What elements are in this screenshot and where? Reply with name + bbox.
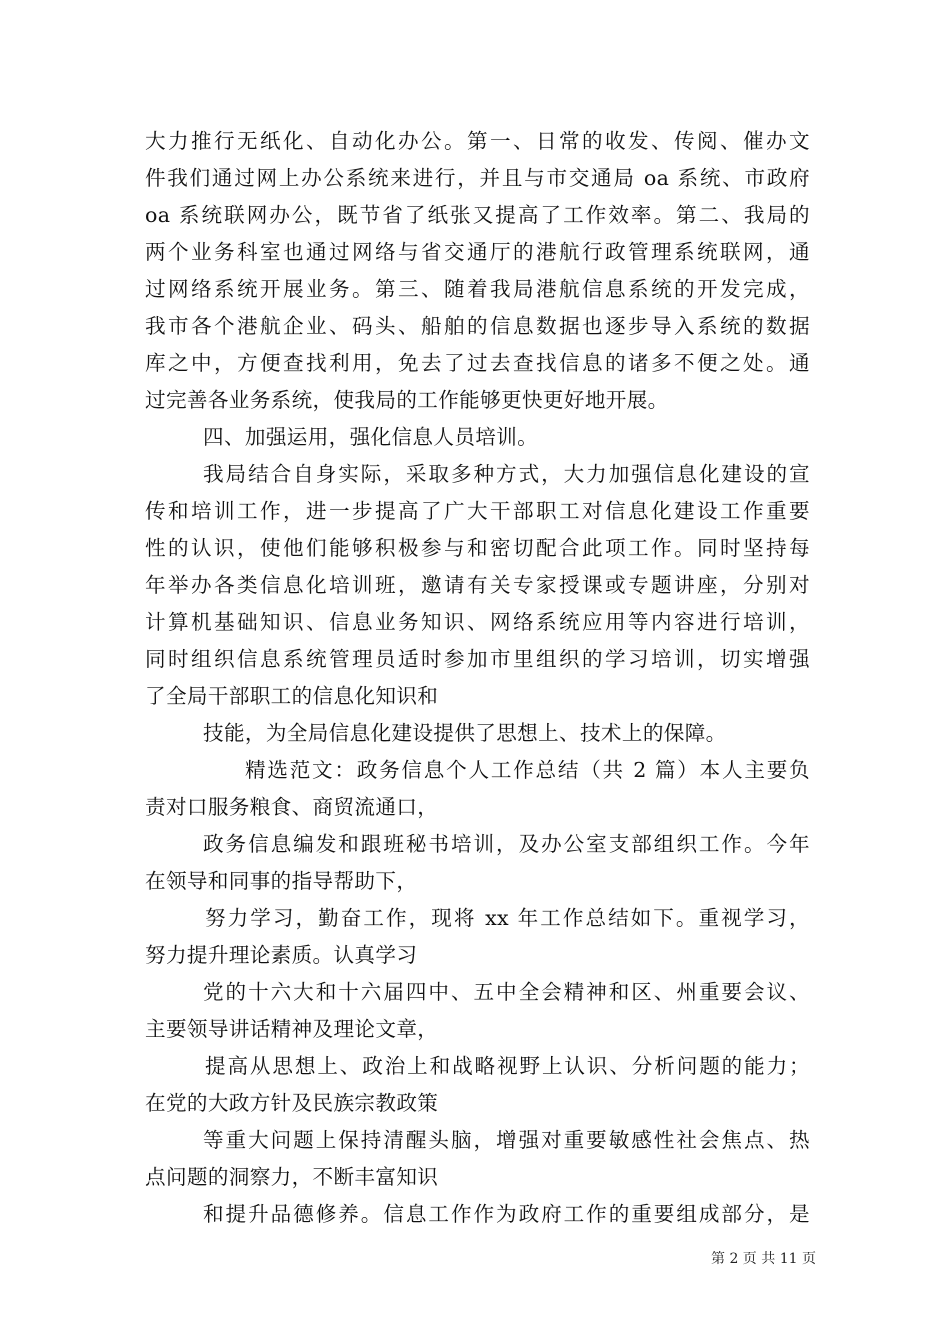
text-line: 党的十六大和十六届四中、五中全会精神和区、州重要会议、 bbox=[203, 980, 810, 1004]
text-line: 计算机基础知识、信息业务知识、网络系统应用等内容进行培训， bbox=[145, 610, 810, 634]
text-line: 两个业务科室也通过网络与省交通厅的港航行政管理系统联网，通 bbox=[145, 240, 810, 264]
text-line: 库之中，方便查找利用，免去了过去查找信息的诸多不便之处。通 bbox=[145, 351, 810, 375]
text-line: 传和培训工作，进一步提高了广大干部职工对信息化建设工作重要 bbox=[145, 499, 810, 523]
text-line: oa 系统联网办公，既节省了纸张又提高了工作效率。第二、我局的 bbox=[145, 203, 810, 227]
text-line: 年举办各类信息化培训班，邀请有关专家授课或专题讲座，分别对 bbox=[145, 573, 810, 597]
text-line: 四、加强运用，强化信息人员培训。 bbox=[203, 425, 539, 449]
text-line: 了全局干部职工的信息化知识和 bbox=[145, 684, 439, 708]
text-line: 件我们通过网上办公系统来进行，并且与市交通局 oa 系统、市政府 bbox=[145, 166, 810, 190]
text-line: 精选范文：政务信息个人工作总结（共 2 篇）本人主要负 bbox=[245, 758, 810, 782]
text-line: 我市各个港航企业、码头、船舶的信息数据也逐步导入系统的数据 bbox=[145, 314, 810, 338]
text-line: 努力提升理论素质。认真学习 bbox=[145, 943, 418, 967]
text-line: 政务信息编发和跟班秘书培训，及办公室支部组织工作。今年 bbox=[203, 832, 810, 856]
text-line: 和提升品德修养。信息工作作为政府工作的重要组成部分，是 bbox=[203, 1202, 810, 1226]
text-line: 点问题的洞察力，不断丰富知识 bbox=[145, 1165, 439, 1189]
text-line: 技能，为全局信息化建设提供了思想上、技术上的保障。 bbox=[203, 721, 727, 745]
text-line: 责对口服务粮食、商贸流通口， bbox=[145, 795, 439, 819]
text-line: 性的认识，使他们能够积极参与和密切配合此项工作。同时坚持每 bbox=[145, 536, 810, 560]
text-line: 在党的大政方针及民族宗教政策 bbox=[145, 1091, 439, 1115]
text-line: 我局结合自身实际，采取多种方式，大力加强信息化建设的宣 bbox=[203, 462, 810, 486]
text-line: 在领导和同事的指导帮助下， bbox=[145, 869, 418, 893]
page-number: 第 2 页 共 11 页 bbox=[711, 1251, 816, 1267]
text-line: 提高从思想上、政治上和战略视野上认识、分析问题的能力； bbox=[205, 1054, 810, 1078]
text-line: 大力推行无纸化、自动化办公。第一、日常的收发、传阅、催办文 bbox=[145, 129, 810, 153]
text-line: 过完善各业务系统，使我局的工作能够更快更好地开展。 bbox=[145, 388, 669, 412]
document-body bbox=[145, 123, 810, 1233]
text-line: 等重大问题上保持清醒头脑，增强对重要敏感性社会焦点、热 bbox=[203, 1128, 810, 1152]
text-line: 同时组织信息系统管理员适时参加市里组织的学习培训，切实增强 bbox=[145, 647, 810, 671]
text-line: 过网络系统开展业务。第三、随着我局港航信息系统的开发完成， bbox=[145, 277, 810, 301]
text-line: 主要领导讲话精神及理论文章， bbox=[145, 1017, 439, 1041]
text-line: 努力学习，勤奋工作，现将 xx 年工作总结如下。重视学习， bbox=[205, 906, 810, 930]
